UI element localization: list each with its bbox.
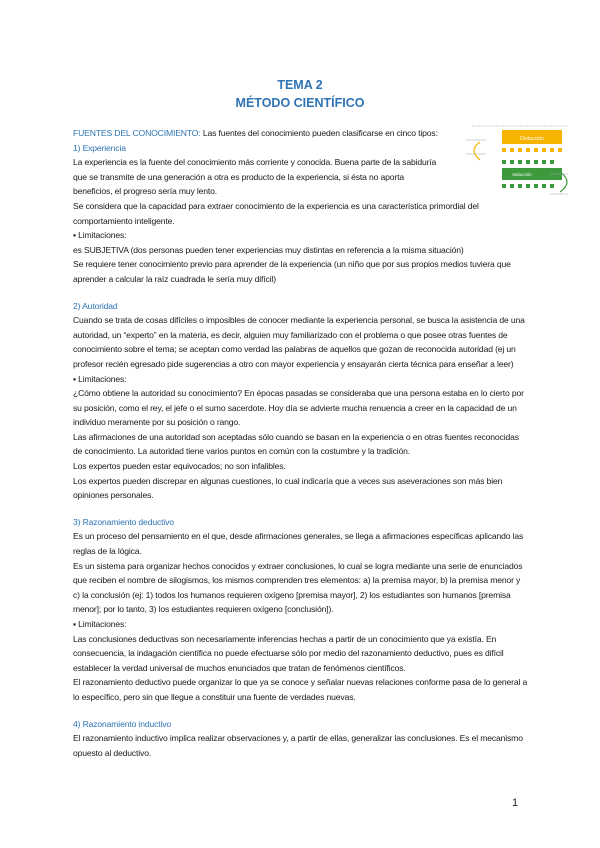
experiencia-p2: Se considera que la capacidad para extraer conocimiento de la experiencia es una característica primordial del comportamiento inteligente.: [73, 200, 479, 226]
fuentes-intro: Las fuentes del conocimiento pueden clasificarse en cinco tipos:: [202, 128, 438, 138]
page-subtitle: MÉTODO CIENTÍFICO: [235, 96, 365, 110]
page-number: 1: [512, 797, 519, 809]
deduction-box-label: Deducción: [520, 136, 544, 142]
autoridad-limitaciones: ▪ Limitaciones:: [73, 373, 127, 384]
section-heading-autoridad: 2) Autoridad: [73, 300, 118, 311]
fuentes-heading: FUENTES DEL CONOCIMIENTO:: [73, 128, 201, 138]
section-heading-inductivo: 4) Razonamiento inductivo: [73, 718, 171, 729]
experiencia-l1: es SUBJETIVA (dos personas pueden tener experiencias muy distintas en referencia a la misma situación): [73, 244, 464, 255]
autoridad-p1: Cuando se trata de cosas difíciles o imposibles de conocer mediante la experiencia personal, se busca la asistencia de una autoridad, un “experto” en la materia, es decir, alguien muy familiarizado con el problema o que posee otras fuentes de conocimiento sobre el tema; se aceptan como verdad las palabras de aquellos que gozan de reconocida autoridad (ej un profesor recién egresado pide sugerencias a otro con mayor experiencia y ensayarán cierta técnica para enseñar a leer): [73, 315, 525, 369]
deductivo-p1: Es un proceso del pensamiento en el que, desde afirmaciones generales, se llega a afirmaciones específicas aplicando las reglas de la lógica.: [73, 531, 524, 557]
page-title: TEMA 2: [277, 78, 323, 92]
deductivo-l2: El razonamiento deductivo puede organizar lo que ya se conoce y señalar nuevas relaciones conforme pasa de lo general a lo específico, pero sin que llegue a constituir una fuente de verdades nuevas.: [73, 677, 528, 702]
autoridad-l3: Los expertos pueden estar equivocados; no son infalibles.: [73, 461, 286, 472]
autoridad-l4: Los expertos pueden discrepar en algunas cuestiones, lo cual indicaría que a veces sus aseveraciones son más bien opiniones personales.: [73, 475, 503, 501]
autoridad-l2: Las afirmaciones de una autoridad son aceptadas sólo cuando se basan en la experiencia o en otras fuentes reconocidas de conocimiento. La autoridad tiene varios puntos en común con la costumbre y la tradición.: [73, 431, 519, 457]
deductivo-p2: Es un sistema para organizar hechos conocidos y extraer conclusiones, lo cual se logra mediante una serie de enunciados que reciben el nombre de silogismos, los mismos comprenden tres elementos: a) la premisa mayor, b) la premisa menor y c) la conclusión (ej: 1) todos los humanos requieren oxígeno [premisa mayor], 2) los estudiantes son humanos [premisa menor]; por lo tanto, 3) los estudiantes requieren oxígeno [conclusión]).: [73, 560, 523, 615]
experiencia-limitaciones: ▪ Limitaciones:: [73, 230, 127, 241]
autoridad-l1: ¿Cómo obtiene la autoridad su conocimiento? En épocas pasadas se consideraba que una persona estaba en lo cierto por su posición, como el rey, el jefe o el sumo sacerdote. Hoy día se advierte mucha renuencia a creer en la capacidad de un individuo meramente por su posición o rango.: [73, 388, 524, 428]
induction-box-label: Inducción: [512, 172, 532, 177]
experiencia-p1: La experiencia es la fuente del conocimiento más corriente y conocida. Buena parte de la sabiduría que se transmite de una generación a otra es producto de la experiencia, si ésta no aporta beneficios, el progreso sería muy lento.: [73, 157, 437, 197]
experiencia-l2: Se requiere tener conocimiento previo para aprender de la experiencia (un niño que por sus propios medios tuviera que aprender a calcular la raíz cuadrada le sería muy difícil): [73, 259, 511, 284]
fuentes-paragraph: [73, 126, 445, 141]
document-body: [73, 126, 529, 760]
section-heading-deductivo: 3) Razonamiento deductivo: [73, 516, 174, 527]
inductivo-p1: El razonamiento inductivo implica realizar observaciones y, a partir de ellas, generalizar las conclusiones. Es el mecanismo opuesto al deductivo.: [73, 733, 523, 758]
deductivo-l1: Las conclusiones deductivas son necesariamente inferencias hechas a partir de un conocimiento que ya existía. En consecuencia, la indagación científica no puede efectuarse sólo por medio del razonamiento deductivo, pues es difícil establecer la verdad universal de muchos enunciados que tratan de fenómenos científicos.: [73, 633, 504, 673]
section-heading-experiencia: 1) Experiencia: [73, 142, 126, 153]
deductivo-limitaciones: ▪ Limitaciones:: [73, 619, 127, 629]
